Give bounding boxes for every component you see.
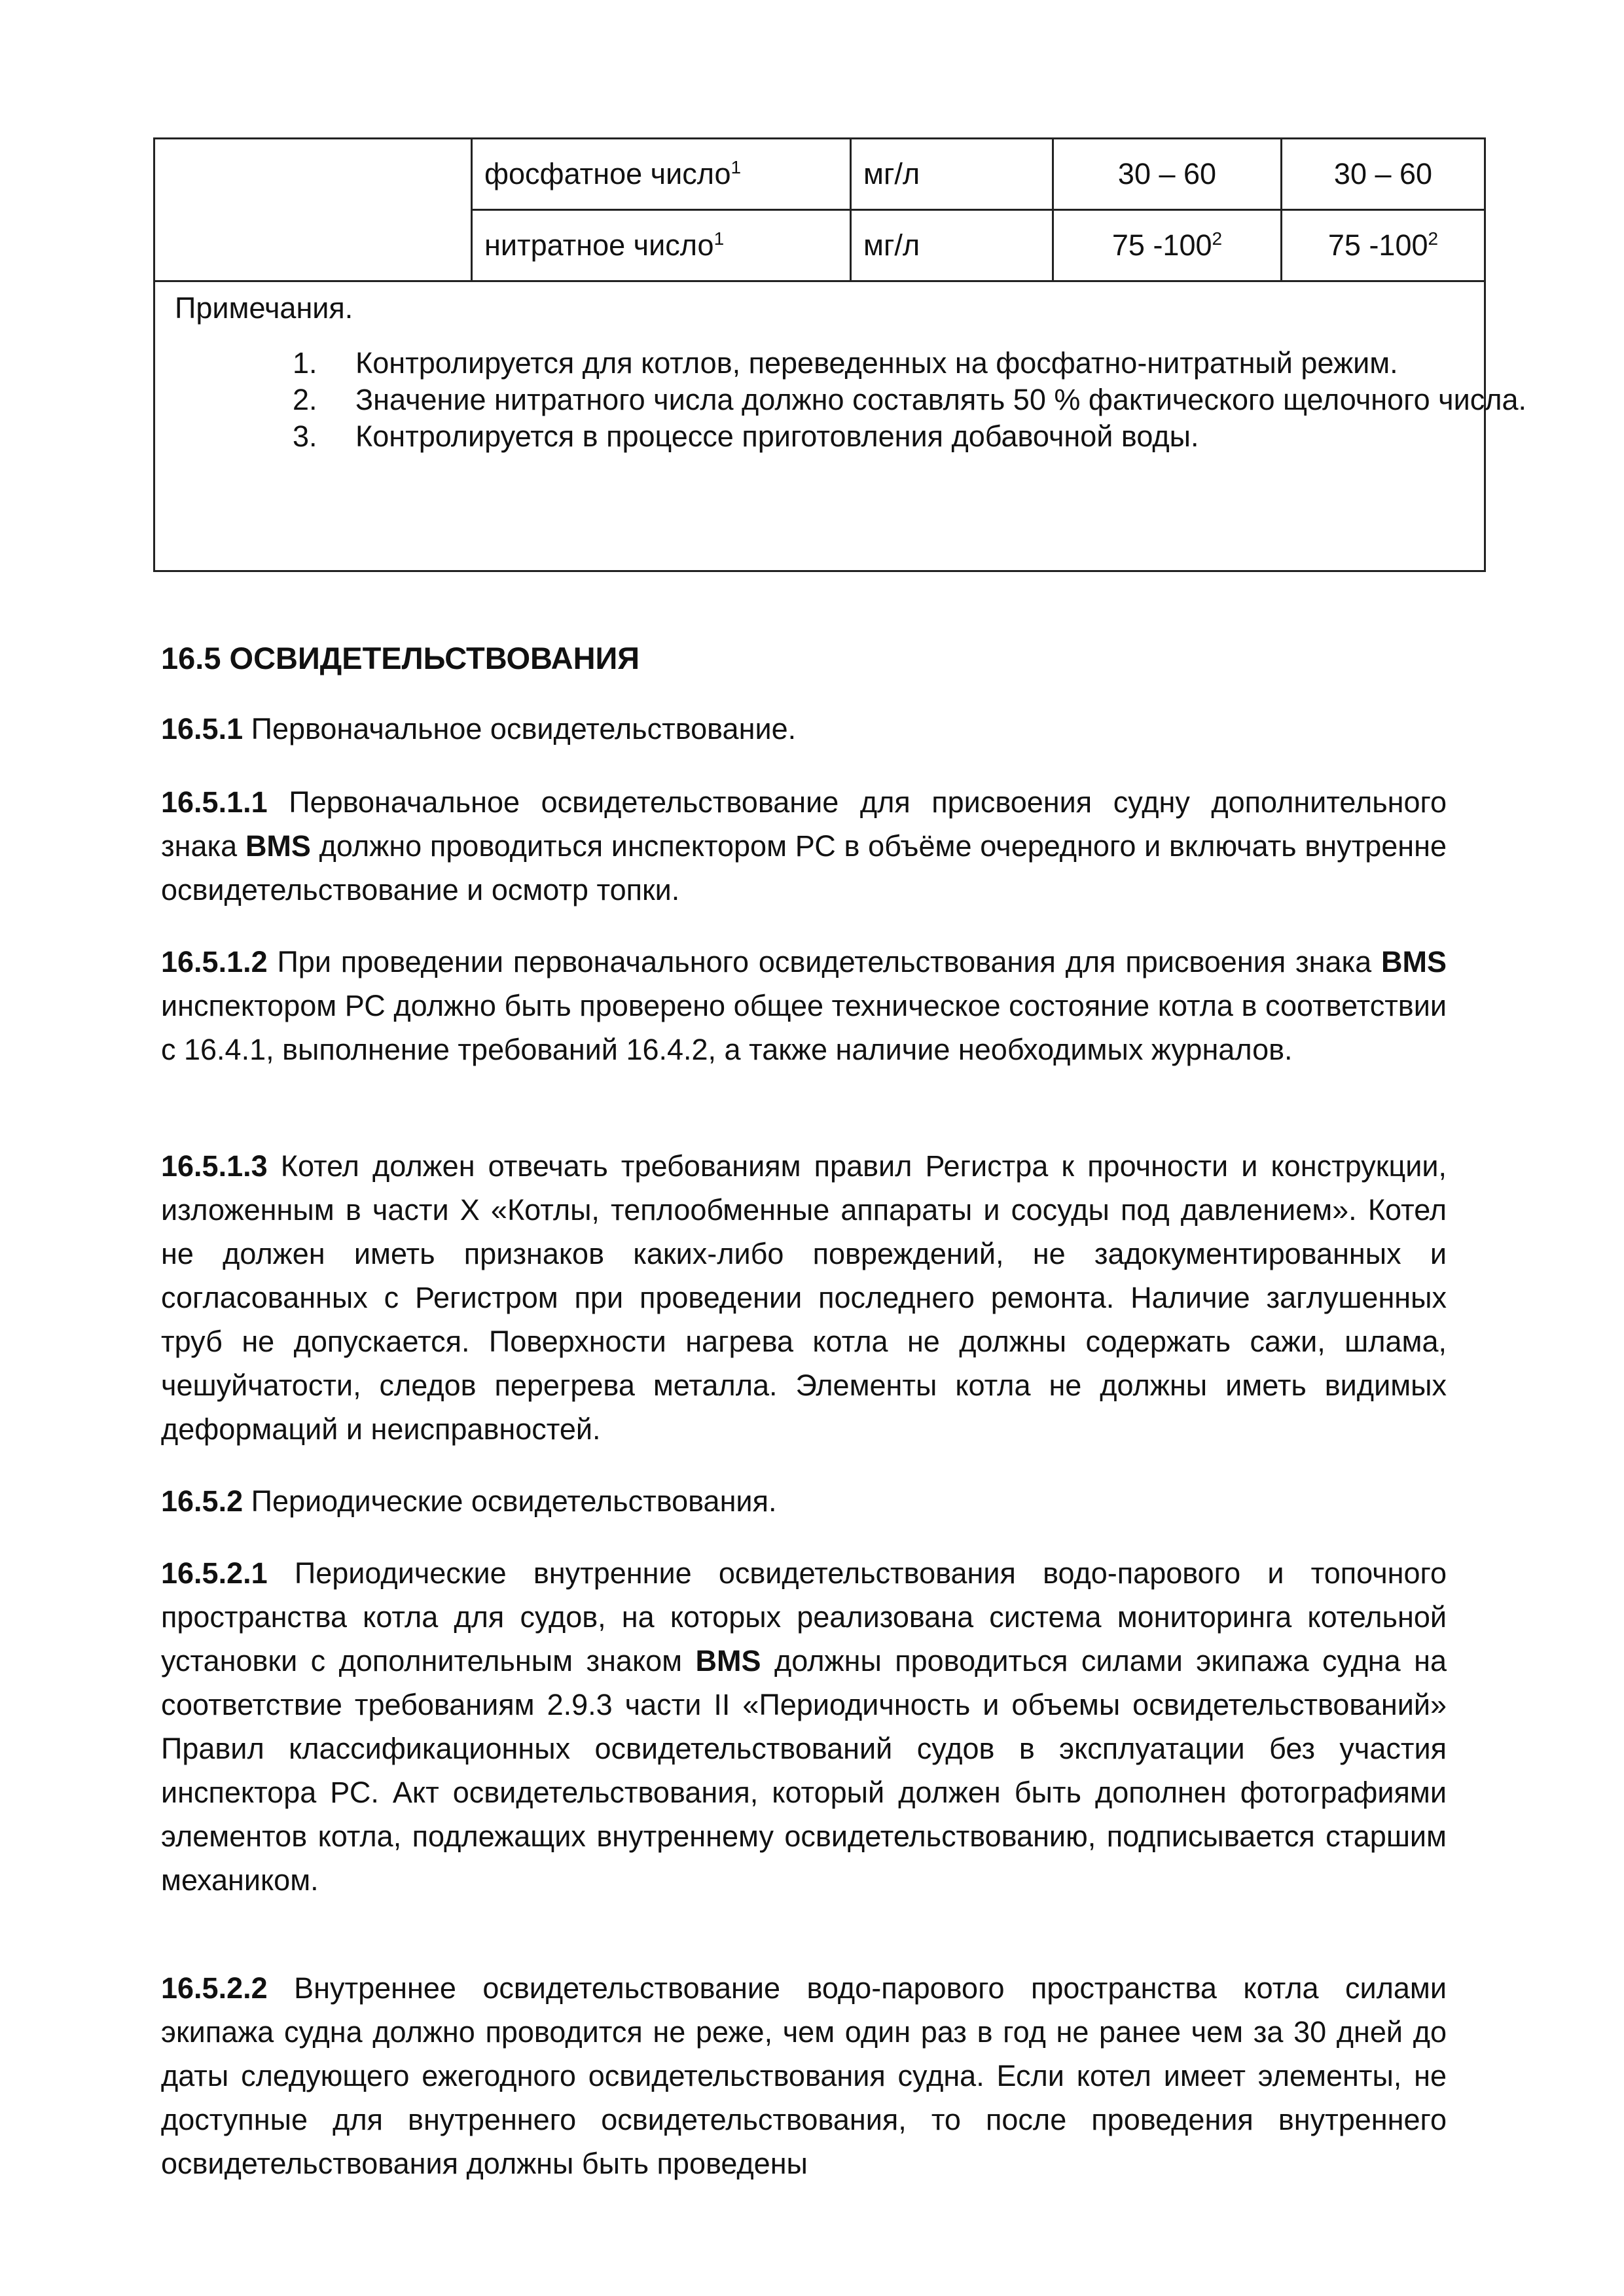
value-cell: 75 $-100^2$ [1053,210,1282,281]
list-item: 2. Значение нитратного числа должно составлять 50 % фактического щелочного числа. [293,383,1526,416]
value-cell: 30 – 60 [1053,139,1282,210]
paragraph: 16.5.1.1 Первоначальное освидетельствование для присвоения судну дополнительного знака BMS должно проводиться инспектором РС в объёме очередного и включать внутренне освидетельствование и осмотр топки. [161,785,1447,906]
section-title: 16.5 ОСВИДЕТЕЛЬСТВОВАНИЯ [161,641,640,675]
paragraph: 16.5.2.2 Внутреннее освидетельствование водо-парового пространства котла силами экипажа судна должно проводится не реже, чем один раз в год не ранее чем за 30 дней до даты следующего ежегодного освидетельствования судна. Если котел имеет элементы, не доступные для внутреннего освидетельствования, то после проведения внутреннего освидетельствования должны быть проведены [161,1971,1447,2180]
empty-cell [154,139,472,281]
paragraph: 16.5.1 Первоначальное освидетельствование. [161,712,797,745]
unit-cell: мг/л [851,210,1053,281]
notes-list [293,345,1586,455]
paragraph: 16.5.1.3 Котел должен отвечать требованиям правил Регистра к прочности и конструкции, изложенным в части X «Котлы, теплообменные аппараты и сосуды под давлением». Котел не должен иметь признаков каких-либо повреждений, не задокументированных и согласованных с Регистром при проведении последнего ремонта. Наличие заглушенных труб не допускается. Поверхности нагрева котла не должны содержать сажи, шлама, чешуйчатости, следов перегрева металла. Элементы котла не должны иметь видимых деформаций и неисправностей. [161,1149,1447,1446]
paragraph: 16.5.2 Периодические освидетельствования. [161,1484,777,1518]
water-quality-table [153,137,1526,572]
paragraph: 16.5.1.2 При проведении первоначального освидетельствования для присвоения знака BMS инспектором РС должно быть проверено общее техническое состояние котла в соответствии с 16.4.1, выполнение требований 16.4.2, а также наличие необходимых журналов. [161,945,1447,1066]
notes-title: Примечания. [175,291,353,325]
value-cell: 75 $-100^2$ [1282,210,1485,281]
unit-cell: мг/л [851,139,1053,210]
paragraph: 16.5.2.1 Периодические внутренние освидетельствования водо-парового и топочного пространства котла для судов, на которых реализована система мониторинга котельной установки с дополнительным знаком BMS должны проводиться силами экипажа судна на соответствие требованиям 2.9.3 части II «Периодичность и объемы освидетельствований» Правил классификационных освидетельствований судов в эксплуатации без участия инспектора РС. Акт освидетельствования, который должен быть дополнен фотографиями элементов котла, подлежащих внутреннему освидетельствованию, подписывается старшим механиком. [161,1556,1447,1897]
list-item: 3. Контролируется в процессе приготовления добавочной воды. [293,420,1199,453]
param-cell: нитратное число$^1$ [472,210,851,281]
value-cell: 30 – 60 [1282,139,1485,210]
list-item: 1. Контролируется для котлов, переведенных на фосфатно-нитратный режим. [293,346,1398,380]
notes-row [154,281,1485,571]
notes-cell [154,281,1526,571]
param-cell: фосфатное число$^1$ [472,139,851,210]
table-row [154,139,1485,210]
